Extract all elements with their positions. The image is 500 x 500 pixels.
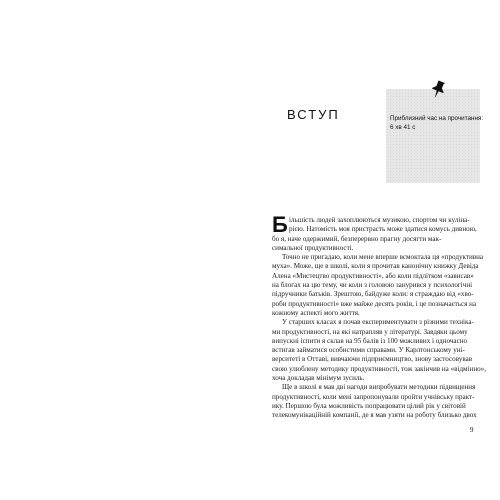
page-number: 9	[470, 426, 474, 434]
text-line: продуктивності, коли мені запропонували пройти учнівську практ-	[272, 392, 475, 401]
text-line: бо я, наче одержимий, безперервно прагну досягти мак-	[272, 234, 442, 243]
reading-time-value: 6 хв 41 с	[390, 124, 416, 131]
text-line: верситеті в Оттаві, вивчаючи підприємництво, знову застосовував	[272, 355, 473, 364]
text-line: симальної продуктивності.	[272, 243, 354, 252]
reading-time-note	[386, 89, 480, 183]
text-line: кожному аспекті мого життя.	[272, 308, 360, 317]
text-line: рією. Натомість моя пристрасть може здатися комусь дивною,	[289, 225, 477, 234]
text-line: У старших класах я почав експериментувати з різними техніка-	[282, 318, 474, 327]
text-line: свою улюблену методику продуктивності, тож закінчив на «відмінно»,	[272, 364, 486, 373]
text-line: роби продуктивності» вже майже десять років, і це позначається на	[272, 299, 477, 308]
text-line: випускні іспити я склав на 95 балів із 100 можливих і одночасно	[272, 336, 468, 345]
text-line: Ще в школі я мав дві нагоди випробувати методики підвищення	[282, 383, 476, 392]
text-line: Точно не пригадаю, коли мене вперше всмоктала ця «продуктивна	[282, 253, 484, 262]
pushpin-icon	[428, 79, 448, 101]
text-line: хоча докладав мінімум зусиль.	[272, 374, 365, 383]
text-line: на блогах на цю тему, чи коли з головою занурився у психологічні	[272, 281, 473, 290]
drop-cap: Б	[272, 212, 288, 237]
reading-time-label: Приблизний час на прочитання:	[390, 115, 484, 122]
text-line: ми продуктивності, на які натрапляв у літературі. Завдяки цьому	[272, 327, 468, 336]
section-title: ВСТУП	[287, 107, 340, 122]
text-line: встигав займатися особистими справами. У Карлтонському уні-	[272, 346, 465, 355]
text-line: телекомунікаційній компанії, де я мав узяти на роботу близько двох	[272, 411, 477, 420]
text-line: ику. Першою була можливість попрацювати цілий рік у світовій	[272, 401, 466, 410]
text-line: муха». Може, ще в школі, коли я прочитав канонічну книжку Девіда	[272, 262, 479, 271]
text-line: ільшість людей захоплюються музикою, спортом чи куліна-	[289, 216, 470, 224]
text-line: підручники батьків. Зрештою, байдуже коли: я страждаю від «хво-	[272, 290, 474, 299]
text-line: Алена «Мистецтво продуктивності», або коли підлітком «зависав»	[272, 271, 474, 280]
body-text	[272, 212, 488, 421]
